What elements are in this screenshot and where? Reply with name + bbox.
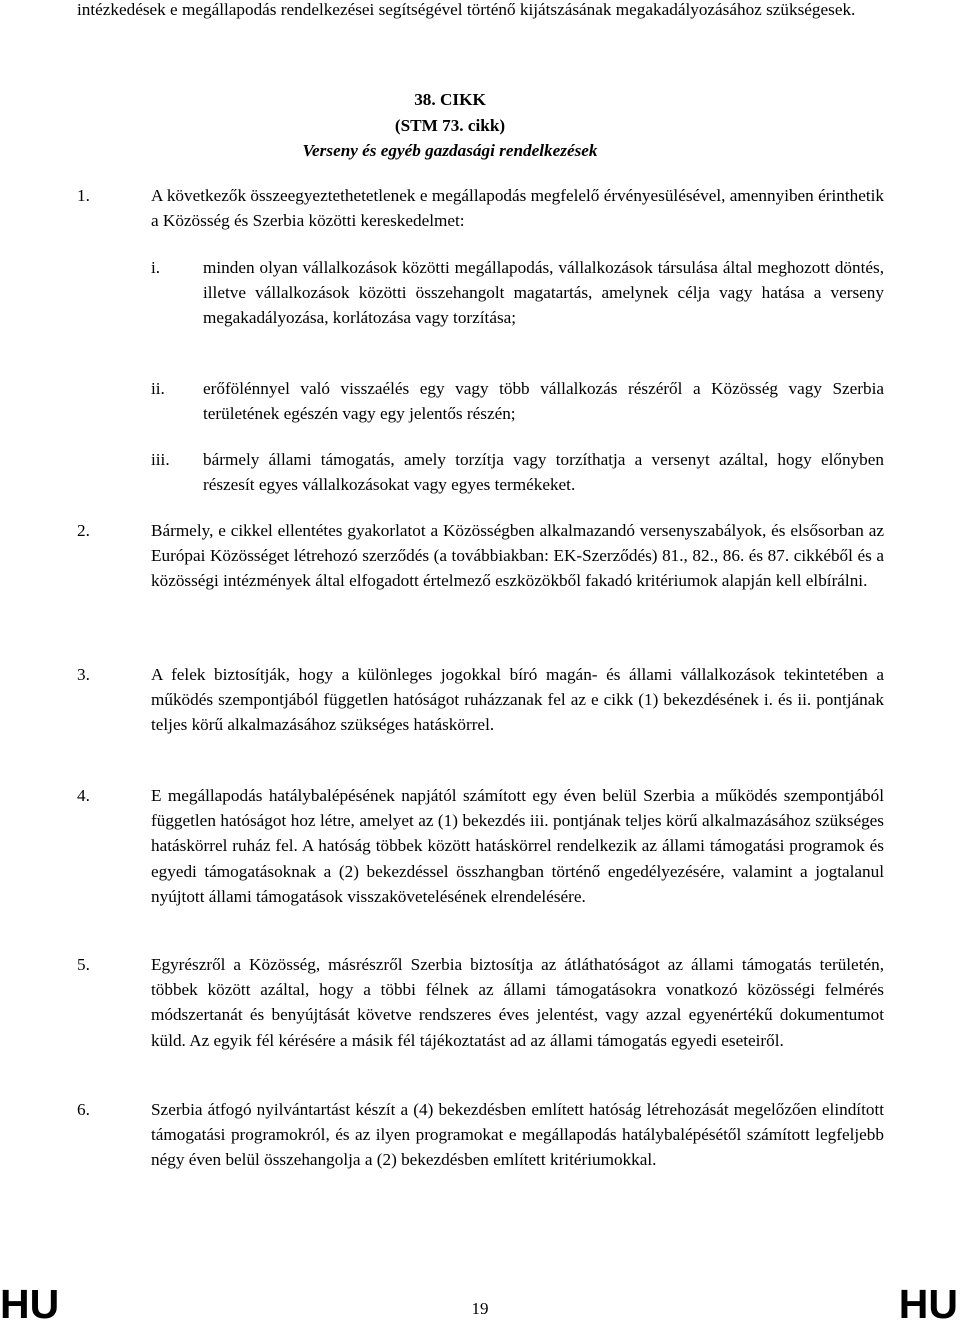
article-reference: (STM 73. cikk) (394, 115, 506, 135)
paragraph-number: 4. (77, 786, 90, 805)
subitem-number: iii. (151, 450, 170, 469)
paragraph-number: 2. (77, 521, 90, 540)
paragraph-text: Egyrészről a Közösség, másrészről Szerbia biztosítja az átláthatóságot az állami támogatás területén, többek között azáltal, hogy a többi félnek az állami támogatásokra vonatkozó közösségi felmérés módszertanát és benyújtását követve rendszeres éves jelentést, vagy azzal egyenértékű dokumentumot küld. Az egyik fél kérésére a másik fél tájékoztatást ad az állami támogatás egyedi eseteiről. (151, 955, 884, 1050)
paragraph-text: E megállapodás hatálybalépésének napjától számított egy éven belül Szerbia a működés szempontjából független hatóságot hoz létre, amelyet az (1) bekezdés iii. pontjának teljes körű alkalmazásához szükséges hatáskörrel ruház fel. A hatóság többek között hatáskörrel rendelkezik az állami támogatási programok és egyedi támogatásoknak a (2) bekezdéssel összhangban történő engedélyezésére, valamint a jogtalanul nyújtott állami támogatások visszakövetelésének elrendelésére. (151, 786, 884, 906)
paragraph-number: 5. (77, 955, 90, 974)
article-title: Verseny és egyéb gazdasági rendelkezések (302, 141, 598, 160)
subitem-number: ii. (151, 379, 165, 398)
subitem-text: bármely állami támogatás, amely torzítja vagy torzíthatja a versenyt azáltal, hogy előnyben részesít egyes vállalkozásokat vagy egyes termékeket. (203, 450, 884, 495)
article-heading (150, 87, 750, 164)
article-number: 38. CIKK (414, 90, 486, 109)
paragraph-number: 6. (77, 1100, 90, 1119)
paragraph-number: 3. (77, 665, 90, 684)
paragraph-number: 1. (77, 186, 90, 205)
language-code-left: HU (0, 1281, 60, 1327)
paragraph-text: Bármely, e cikkel ellentétes gyakorlatot a Közösségben alkalmazandó versenyszabályok, és elsősorban az Európai Közösséget létrehozó szerződés (a továbbiakban: EK-Szerződés) 81., 82., 86. és 87. cikkéből és a közösségi intézmények által elfogadott értelmező eszközökből fakadó kritériumok alapján kell elbírálni. (151, 521, 884, 591)
subitem-text: minden olyan vállalkozások közötti megállapodás, vállalkozások társulása által meghozott döntés, illetve vállalkozások közötti összehangolt magatartás, amelynek célja vagy hatása a verseny megakadályozása, korlátozása vagy torzítása; (203, 258, 884, 328)
subitem-text: erőfölénnyel való visszaélés egy vagy több vállalkozás részéről a Közösség vagy Szerbia területének egészén vagy egy jelentős részén; (203, 379, 884, 424)
page-number: 19 (471, 1299, 489, 1318)
paragraph-text: Szerbia átfogó nyilvántartást készít a (4) bekezdésben említett hatóság létrehozását megelőzően elindított támogatási programokról, és az ilyen programokat e megállapodás hatálybalépésétől számított legfeljebb négy éven belül összehangolja a (2) bekezdésben említett kritériumokkal. (151, 1100, 884, 1170)
paragraph-text: A felek biztosítják, hogy a különleges jogokkal bíró magán- és állami vállalkozások tekintetében a működés szempontjából független hatóságot ruházzanak fel az e cikk (1) bekezdésének i. és ii. pontjának teljes körű alkalmazásához szükséges hatáskörrel. (151, 665, 884, 735)
subitem-number: i. (151, 258, 161, 277)
intro-paragraph: intézkedések e megállapodás rendelkezései segítségével történő kijátszásának megakadályozásához szükségesek. (77, 0, 856, 19)
language-code-right: HU (898, 1281, 958, 1327)
paragraph-text: A következők összeegyeztethetetlenek e megállapodás megfelelő érvényesülésével, amennyiben érinthetik a Közösség és Szerbia közötti kereskedelmet: (151, 186, 884, 231)
